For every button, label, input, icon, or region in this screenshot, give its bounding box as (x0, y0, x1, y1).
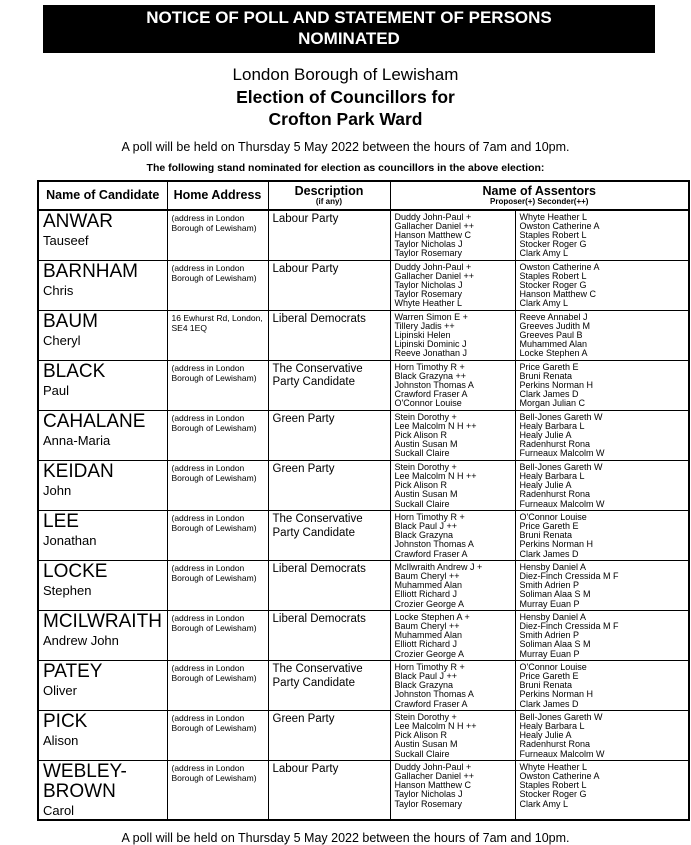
candidate-row (38, 360, 689, 410)
assentor-name: Healy Barbara L (519, 470, 585, 481)
candidate-row (38, 610, 689, 660)
assentors-seconder-column (515, 560, 689, 610)
candidate-description: The Conservative Party Candidate (268, 360, 390, 410)
header-description (268, 181, 390, 209)
assentor-name: Whyte Heather L (394, 298, 463, 309)
candidate-forename: Chris (43, 282, 74, 298)
banner-line1: NOTICE OF POLL AND STATEMENT OF PERSONS (146, 8, 552, 27)
assentors-seconder-column (515, 310, 689, 360)
poll-notice-top: A poll will be held on Thursday 5 May 2022 between the hours of 7am and 10pm. (121, 140, 570, 155)
assentor-name: Lee Malcolm N H ++ (394, 420, 477, 431)
assentor-name: Perkins Norman H (519, 689, 594, 700)
assentors-proposer-column (390, 560, 515, 610)
candidate-row (38, 210, 689, 261)
candidate-name-cell (38, 660, 167, 710)
candidate-forename: Paul (43, 382, 70, 398)
assentor-name: Pick Alison R (394, 730, 448, 741)
assentor-name: Crawford Fraser A (394, 548, 468, 559)
assentors-seconder-column (515, 760, 689, 819)
candidate-description: Labour Party (268, 210, 390, 261)
assentor-name: Smith Adrien P (519, 580, 580, 591)
assentor-name: Black Grazyna ++ (394, 370, 467, 381)
assentor-name: Hanson Matthew C (394, 230, 472, 241)
assentor-name: Muhammed Alan (394, 580, 463, 591)
assentor-name: Owston Catherine A (519, 220, 600, 231)
assentor-name: Muhammed Alan (394, 630, 463, 641)
assentor-name: Stocker Roger G (519, 280, 587, 291)
assentor-name: Austin Susan M (394, 739, 458, 750)
assentor-name: O'Connor Louise (394, 398, 462, 409)
assentor-name: Staples Robert L (519, 230, 587, 241)
assentor-name: Duddy John-Paul + (394, 211, 472, 222)
assentors-seconder-column (515, 510, 689, 560)
candidate-name-cell (38, 360, 167, 410)
assentor-name: Johnston Thomas A (394, 689, 474, 700)
candidate-name-cell (38, 560, 167, 610)
header-assentors (390, 181, 689, 209)
candidate-address: (address in London Borough of Lewisham) (167, 510, 268, 560)
candidate-description: Liberal Democrats (268, 560, 390, 610)
assentor-name: Taylor Nicholas J (394, 239, 463, 250)
candidate-forename: Andrew John (43, 632, 119, 648)
assentor-name: Black Grazyna (394, 680, 454, 691)
candidate-row (38, 560, 689, 610)
candidate-row (38, 260, 689, 310)
assentor-name: O'Connor Louise (519, 511, 587, 522)
assentor-name: Clark James D (519, 389, 579, 400)
candidate-address: (address in London Borough of Lewisham) (167, 210, 268, 261)
assentor-name: Pick Alison R (394, 480, 448, 491)
assentors-proposer-column (390, 460, 515, 510)
candidate-description: Green Party (268, 460, 390, 510)
candidate-address: (address in London Borough of Lewisham) (167, 710, 268, 760)
assentor-name: Black Paul J ++ (394, 520, 458, 531)
candidate-forename: Alison (43, 732, 79, 748)
election-title-line2: Crofton Park Ward (268, 109, 423, 130)
assentors-proposer-column (390, 210, 515, 261)
assentor-name: Duddy John-Paul + (394, 261, 472, 272)
assentor-name: Black Paul J ++ (394, 670, 458, 681)
assentor-name: Clark James D (519, 698, 579, 709)
candidate-forename: Tauseef (43, 232, 89, 248)
assentor-name: Soliman Alaa S M (519, 639, 591, 650)
assentors-seconder-column (515, 460, 689, 510)
assentor-name: Greeves Paul B (519, 330, 583, 341)
assentor-name: Perkins Norman H (519, 380, 594, 391)
candidate-forename: Carol (43, 802, 75, 818)
assentors-proposer-column (390, 310, 515, 360)
candidate-surname: PATEY (43, 660, 103, 682)
assentor-name: Bruni Renata (519, 530, 573, 541)
assentor-name: Price Gareth E (519, 361, 579, 372)
candidate-surname: LEE (43, 510, 79, 532)
assentor-name: Elliott Richard J (394, 639, 458, 650)
candidates-tbody (38, 210, 689, 820)
assentor-name: Stocker Roger G (519, 789, 587, 800)
assentor-name: Healy Julie A (519, 480, 572, 491)
notice-of-poll-page (0, 5, 691, 845)
assentor-name: Locke Stephen A (519, 348, 588, 359)
assentor-name: Muhammed Alan (519, 339, 588, 350)
assentor-name: Taylor Rosemary (394, 248, 463, 259)
candidate-forename: John (43, 482, 72, 498)
header-assentors-main: Name of Assentors (482, 184, 596, 199)
candidate-row (38, 710, 689, 760)
assentor-name: Taylor Nicholas J (394, 280, 463, 291)
candidate-name-cell (38, 410, 167, 460)
assentor-name: Baum Cheryl ++ (394, 620, 460, 631)
candidate-name-cell (38, 260, 167, 310)
assentor-name: Whyte Heather L (519, 211, 588, 222)
assentor-name: Hensby Daniel A (519, 561, 587, 572)
assentor-name: Duddy John-Paul + (394, 761, 472, 772)
candidate-name-cell (38, 310, 167, 360)
assentor-name: Diez-Finch Cressida M F (519, 570, 619, 581)
assentor-name: Suckall Claire (394, 748, 450, 759)
assentors-seconder-column (515, 210, 689, 261)
assentor-name: Black Grazyna (394, 530, 454, 541)
assentor-name: Crawford Fraser A (394, 698, 468, 709)
assentor-name: Clark Amy L (519, 248, 569, 259)
assentor-name: Whyte Heather L (519, 761, 588, 772)
candidate-address: (address in London Borough of Lewisham) (167, 660, 268, 710)
assentors-seconder-column (515, 260, 689, 310)
notice-banner (43, 5, 655, 53)
assentor-name: Owston Catherine A (519, 770, 600, 781)
assentor-name: Bell-Jones Gareth W (519, 461, 603, 472)
assentor-name: Radenhurst Rona (519, 439, 591, 450)
candidate-address: (address in London Borough of Lewisham) (167, 260, 268, 310)
candidate-address: (address in London Borough of Lewisham) (167, 560, 268, 610)
assentor-name: McIlwraith Andrew J + (394, 561, 483, 572)
assentor-name: Stein Dorothy + (394, 411, 457, 422)
assentor-name: Clark Amy L (519, 298, 569, 309)
candidate-description: Liberal Democrats (268, 610, 390, 660)
assentor-name: Baum Cheryl ++ (394, 570, 460, 581)
candidate-description: Labour Party (268, 760, 390, 819)
assentor-name: Healy Barbara L (519, 720, 585, 731)
candidate-description: Liberal Democrats (268, 310, 390, 360)
poll-notice-bottom: A poll will be held on Thursday 5 May 2022 between the hours of 7am and 10pm. (121, 830, 570, 845)
candidate-name-cell (38, 460, 167, 510)
candidate-name-cell (38, 210, 167, 261)
candidate-forename: Oliver (43, 682, 77, 698)
assentors-seconder-column (515, 660, 689, 710)
assentor-name: Elliott Richard J (394, 589, 458, 600)
assentors-seconder-column (515, 360, 689, 410)
assentor-name: O'Connor Louise (519, 661, 587, 672)
assentor-name: Murray Euan P (519, 598, 580, 609)
assentor-name: Staples Robert L (519, 270, 587, 281)
assentor-name: Price Gareth E (519, 670, 579, 681)
candidate-forename: Anna-Maria (43, 432, 111, 448)
assentor-name: Locke Stephen A + (394, 611, 470, 622)
candidate-row (38, 660, 689, 710)
assentors-proposer-column (390, 360, 515, 410)
assentor-name: Suckall Claire (394, 498, 450, 509)
candidate-row (38, 310, 689, 360)
candidate-name-cell (38, 510, 167, 560)
assentors-proposer-column (390, 610, 515, 660)
assentor-name: Gallacher Daniel ++ (394, 270, 475, 281)
assentor-name: Lipinski Dominic J (394, 339, 467, 350)
assentor-name: Gallacher Daniel ++ (394, 770, 475, 781)
candidates-table (37, 180, 690, 820)
candidate-forename: Jonathan (43, 532, 97, 548)
assentor-name: Smith Adrien P (519, 630, 580, 641)
candidate-row (38, 510, 689, 560)
header-assentors-sub: Proposer(+) Seconder(++) (490, 197, 589, 207)
assentor-name: Furneaux Malcolm W (519, 498, 605, 509)
assentor-name: Horn Timothy R + (394, 511, 465, 522)
candidate-name-cell (38, 610, 167, 660)
assentor-name: Perkins Norman H (519, 539, 594, 550)
authority-title: London Borough of Lewisham (232, 65, 459, 85)
assentor-name: Austin Susan M (394, 439, 458, 450)
assentor-name: Diez-Finch Cressida M F (519, 620, 619, 631)
candidate-row (38, 460, 689, 510)
assentor-name: Crawford Fraser A (394, 389, 468, 400)
assentor-name: Greeves Judith M (519, 320, 591, 331)
assentor-name: Johnston Thomas A (394, 380, 474, 391)
assentor-name: Stein Dorothy + (394, 711, 457, 722)
candidate-description: Green Party (268, 410, 390, 460)
assentor-name: Crozier George A (394, 648, 465, 659)
candidate-surname: BLACK (43, 360, 106, 382)
banner-line2: NOMINATED (298, 28, 400, 48)
assentor-name: Warren Simon E + (394, 311, 468, 322)
assentors-proposer-column (390, 510, 515, 560)
assentors-proposer-column (390, 260, 515, 310)
assentor-name: Soliman Alaa S M (519, 589, 591, 600)
candidate-address: 16 Ewhurst Rd, London, SE4 1EQ (167, 310, 268, 360)
assentor-name: Suckall Claire (394, 448, 450, 459)
assentor-name: Bell-Jones Gareth W (519, 711, 603, 722)
candidate-forename: Cheryl (43, 332, 81, 348)
candidate-address: (address in London Borough of Lewisham) (167, 360, 268, 410)
assentor-name: Lee Malcolm N H ++ (394, 720, 477, 731)
candidate-surname: KEIDAN (43, 460, 114, 482)
header-description-sub: (if any) (315, 197, 343, 207)
assentors-seconder-column (515, 610, 689, 660)
assentor-name: Morgan Julian C (519, 398, 586, 409)
assentor-name: Lipinski Helen (394, 330, 451, 341)
assentor-name: Bell-Jones Gareth W (519, 411, 603, 422)
assentor-name: Lee Malcolm N H ++ (394, 470, 477, 481)
assentor-name: Clark Amy L (519, 798, 569, 809)
assentor-name: Hensby Daniel A (519, 611, 587, 622)
candidate-surname: LOCKE (43, 560, 108, 582)
assentor-name: Clark James D (519, 548, 579, 559)
candidate-row (38, 410, 689, 460)
candidate-surname: ANWAR (43, 210, 114, 232)
assentor-name: Healy Julie A (519, 430, 572, 441)
assentor-name: Healy Julie A (519, 730, 572, 741)
election-title-line1: Election of Councillors for (236, 87, 455, 108)
assentor-name: Staples Robert L (519, 780, 587, 791)
assentor-name: Johnston Thomas A (394, 539, 474, 550)
assentor-name: Gallacher Daniel ++ (394, 220, 475, 231)
election-title (0, 87, 691, 131)
assentor-name: Murray Euan P (519, 648, 580, 659)
assentor-name: Hanson Matthew C (519, 289, 597, 300)
assentor-name: Horn Timothy R + (394, 661, 465, 672)
assentor-name: Price Gareth E (519, 520, 579, 531)
candidate-description: The Conservative Party Candidate (268, 660, 390, 710)
assentor-name: Stocker Roger G (519, 239, 587, 250)
assentor-name: Furneaux Malcolm W (519, 748, 605, 759)
candidate-address: (address in London Borough of Lewisham) (167, 610, 268, 660)
candidate-surname: BARNHAM (43, 260, 139, 282)
assentor-name: Taylor Rosemary (394, 289, 463, 300)
header-name-of-candidate: Name of Candidate (38, 181, 167, 209)
assentors-seconder-column (515, 410, 689, 460)
candidate-address: (address in London Borough of Lewisham) (167, 760, 268, 819)
assentor-name: Pick Alison R (394, 430, 448, 441)
assentors-proposer-column (390, 410, 515, 460)
assentor-name: Crozier George A (394, 598, 465, 609)
candidate-forename: Stephen (43, 582, 92, 598)
candidate-surname: PICK (43, 710, 88, 732)
candidate-address: (address in London Borough of Lewisham) (167, 460, 268, 510)
header-description-main: Description (294, 184, 364, 199)
assentor-name: Austin Susan M (394, 489, 458, 500)
nominated-statement: The following stand nominated for election as councillors in the above election: (146, 162, 545, 175)
assentor-name: Stein Dorothy + (394, 461, 457, 472)
candidate-surname: MCILWRAITH (43, 610, 162, 632)
candidate-description: Green Party (268, 710, 390, 760)
assentor-name: Owston Catherine A (519, 261, 600, 272)
assentor-name: Reeve Annabel J (519, 311, 588, 322)
assentor-name: Bruni Renata (519, 370, 573, 381)
assentors-proposer-column (390, 710, 515, 760)
candidate-surname: WEBLEY-BROWN (43, 760, 127, 802)
header-home-address: Home Address (167, 181, 268, 209)
candidate-description: Labour Party (268, 260, 390, 310)
assentor-name: Healy Barbara L (519, 420, 585, 431)
assentor-name: Radenhurst Rona (519, 739, 591, 750)
assentors-proposer-column (390, 660, 515, 710)
candidate-row (38, 760, 689, 819)
assentors-proposer-column (390, 760, 515, 819)
assentor-name: Taylor Nicholas J (394, 789, 463, 800)
assentor-name: Taylor Rosemary (394, 798, 463, 809)
candidate-description: The Conservative Party Candidate (268, 510, 390, 560)
candidate-address: (address in London Borough of Lewisham) (167, 410, 268, 460)
candidate-name-cell (38, 710, 167, 760)
assentor-name: Hanson Matthew C (394, 780, 472, 791)
assentor-name: Bruni Renata (519, 680, 573, 691)
assentors-seconder-column (515, 710, 689, 760)
candidate-name-cell (38, 760, 167, 819)
assentor-name: Horn Timothy R + (394, 361, 465, 372)
candidate-surname: BAUM (43, 310, 98, 332)
assentor-name: Tillery Jadis ++ (394, 320, 455, 331)
assentor-name: Furneaux Malcolm W (519, 448, 605, 459)
candidate-surname: CAHALANE (43, 410, 146, 432)
assentor-name: Reeve Jonathan J (394, 348, 468, 359)
assentor-name: Radenhurst Rona (519, 489, 591, 500)
table-header-row (38, 181, 689, 209)
